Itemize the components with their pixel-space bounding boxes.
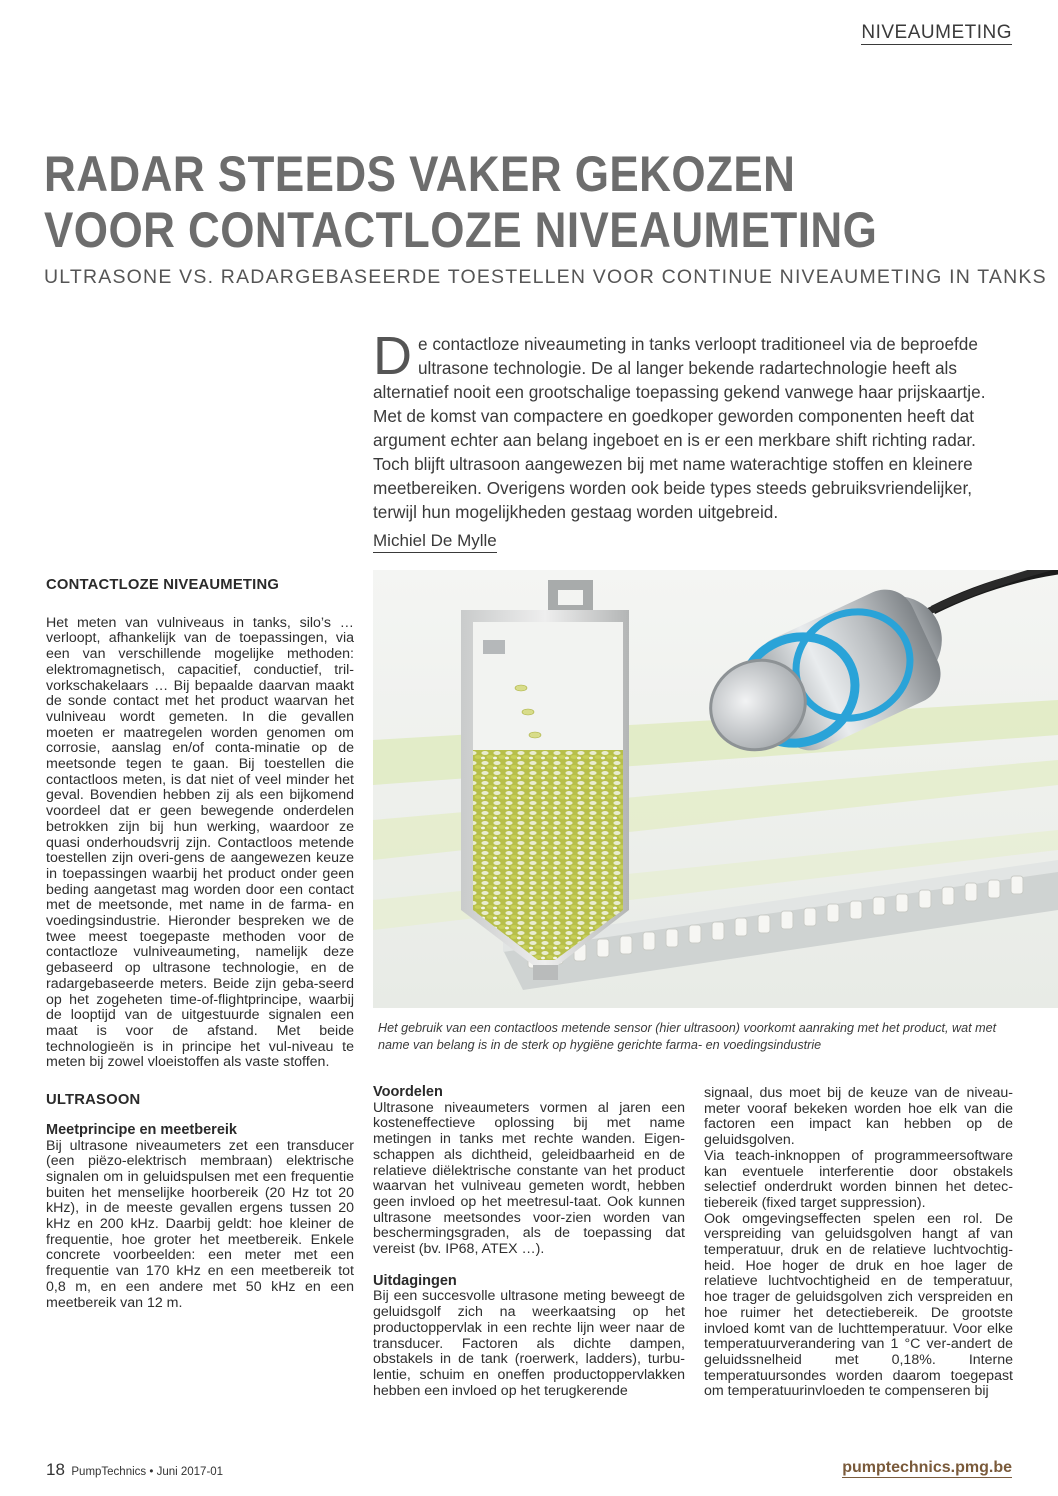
section-heading-ultrasoon: ULTRASOON xyxy=(46,1092,141,1109)
paragraph: Het meten van vulniveaus in tanks, silo’s … verloopt, afhankelijk van de toepassingen, via een van verschillende mogelijke methoden: elektromagnetisch, capacitief, conductief, tril-vorkschakelaars … Bij bepaalde daarvan maakt de sonde contact met het product waarvan het vulniveau wordt gemeten. In die gevallen moeten er maatregelen worden genomen om corrosie, aanslag en/of conta-minatie op de meetsonde tegen te gaan. Bij toestellen die contactloos meten, is dat niet of veel minder het geval. Bovendien hebben zij als een bijkomend voordeel dat er geen bewegende onderdelen betrokken zijn bij hun werking, waardoor ze quasi onderhoudsvrij zijn. Contactloos metende toestellen zijn overi-gens de aangewezen keuze in toepassingen waarbij het product onder geen beding aangetast mag worden door een contact met de meetsonde, met name in de farma- en voedingsindustrie. Hieronder bespreken we de twee meest toegepaste methoden voor de contactloze vulniveaumeting, namelijk deze gebaseerd op ultrasone technologie, en de radargebaseerde meters. Beide zijn geba-seerd op het zogeheten time-of-flightprincipe, waarbij de looptijd van de uitgestuurde signalen een maat is voor de afstand. Met beide technologieën is in principe het vul-niveau te meten bij zowel vloeistoffen als vaste stoffen. xyxy=(46,614,354,1071)
footer-url-link[interactable]: pumptechnics.pmg.be xyxy=(842,1459,1012,1476)
paragraph: Ultrasone niveaumeters vormen al jaren een kosteneffectieve oplossing bij met name metingen in tanks met rechte wanden. Eigen-schappen als dichtheid, geleidbaarheid en de relatieve diëlektrische constante van het product waarvan het vulniveau gemeten wordt, hebben geen invloed op het meetresul-taat. Ook kunnen ultrasone meetsondes voor-zien worden van beschermingsgraden, als de toepassing dat vereist (bv. IP68, ATEX …). xyxy=(373,1099,685,1258)
lead-paragraph xyxy=(373,326,1013,524)
column-2 xyxy=(373,1085,685,1399)
section-tag: NIVEAUMETING xyxy=(861,22,1012,43)
page-number: 18 xyxy=(46,1460,65,1479)
drop-cap: D xyxy=(373,326,412,386)
subheading-uitdagingen: Uitdagingen xyxy=(373,1272,457,1289)
paragraph: signaal, dus moet bij de keuze van de niveau-meter vooraf bekeken worden hoe elk van die factoren een impact kan hebben op de geluidsgolven. xyxy=(704,1085,1013,1149)
column-3 xyxy=(704,1086,1013,1400)
product-photo xyxy=(373,570,1058,1008)
subheading-voordelen: Voordelen xyxy=(373,1084,443,1100)
column-1 xyxy=(46,578,354,1311)
paragraph: Bij een succesvolle ultrasone meting beweegt de geluidsgolf zich na weerkaatsing op het productoppervlak in een rechte lijn weer naar de transducer. Factoren als dichte dampen, obstakels in de tank (roerwerk, ladders), turbu-lentie, schuim en oneffen productoppervlakken hebben een invloed op het terugkerende xyxy=(373,1288,685,1399)
author-byline: Michiel De Mylle xyxy=(373,530,497,553)
publication-info: PumpTechnics • Juni 2017-01 xyxy=(71,1466,224,1478)
section-heading-contactloze: CONTACTLOZE NIVEAUMETING xyxy=(46,577,280,593)
subheading-meetprincipe: Meetprincipe en meetbereik xyxy=(46,1121,237,1138)
paragraph: Via teach-inknoppen of programmeersoftware kan eventuele interferentie door obstakels selectief onderdrukt worden binnen het detec-tiebereik (fixed target suppression). xyxy=(704,1147,1013,1211)
paragraph: Ook omgevingseffecten spelen een rol. De verspreiding van geluidsgolven hangt af van temperatuur, druk en de relatieve luchtvochtig-heid. Hoe hoger de druk en hoe lager de relatieve luchtvochtigheid en de temperatuur, hoe trager de geluidsgolven zich verspreiden en hoe ruimer het detectiebereik. De grootste invloed komt van de luchttemperatuur. Voor elke temperatuurverandering van 1 °C ver-andert de geluidssnelheid met 0,18%. Interne temperatuursondes worden daarom toegepast om temperatuurinvloeden te compenseren bij xyxy=(704,1210,1013,1400)
sensor-illustration xyxy=(373,570,1058,1008)
title-line-1: RADAR STEEDS VAKER GEKOZEN xyxy=(44,146,796,202)
lead-text: e contactloze niveaumeting in tanks verloopt traditioneel via de beproefde ultrasone technologie. De al langer bekende radartechnologie heeft als alternatief nooit een grootschalige toepassing gekend vanwege haar prijskaartje. Met de komst van compactere en goedkoper geworden componenten heeft dat argument echter aan belang ingeboet en is er een merkbare shift richting radar. Toch blijft ultrasoon aangewezen bij met name waterachtige stoffen en kleinere meetbereiken. Overigens worden ook beide types steeds gebruiksvriendelijker, terwijl hun mogelijkheden gestaag worden uitgebreid. xyxy=(373,334,986,522)
title-line-2: VOOR CONTACTLOZE NIVEAUMETING xyxy=(44,202,878,258)
footer-left xyxy=(46,1460,223,1480)
paragraph: Bij ultrasone niveaumeters zet een transducer (een piëzo-elektrisch membraan) elektrische signalen om in geluidspulsen met een frequentie buiten het menselijke hoorbereik (20 Hz tot 20 kHz), in de meeste gevallen ergens tussen 20 kHz en 200 kHz. Daarbij geldt: hoe kleiner de frequentie, hoe groter het meetbereik. Enkele concrete voorbeelden: een meter met een frequentie van 170 kHz en een meetbereik tot 0,8 m, en een andere met 50 kHz en een meetbereik van 12 m. xyxy=(46,1137,354,1311)
article-title xyxy=(44,146,889,258)
figure-caption: Het gebruik van een contactloos metende sensor (hier ultrasoon) voorkomt aanraking met het product, wat met name van belang is in de sterk op hygiëne gerichte farma- en voedingsindustrie xyxy=(378,1021,997,1052)
article-subtitle: ULTRASONE VS. RADARGEBASEERDE TOESTELLEN VOOR CONTINUE NIVEAUMETING IN TANKS xyxy=(44,266,1047,288)
